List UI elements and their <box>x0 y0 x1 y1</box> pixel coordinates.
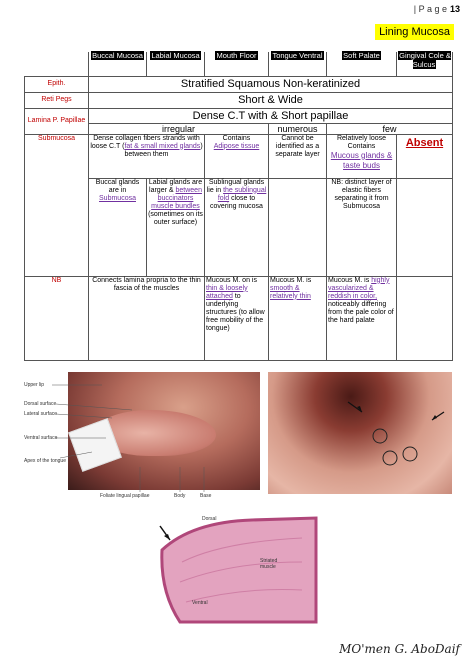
absent-label: Absent <box>405 136 444 149</box>
link-thin-loosely[interactable]: thin & loosely attached <box>206 284 248 300</box>
lamina-value: Dense C.T with & Short papillae <box>89 108 453 123</box>
row-label-submucosa: Submucosa <box>25 134 89 276</box>
col-header-labial: Labial Mucosa <box>147 52 205 76</box>
col-header-buccal: Buccal Mucosa <box>89 52 147 76</box>
label-upper-lip: Upper lip <box>24 382 45 388</box>
page-number <box>414 4 460 14</box>
glands-gingival <box>397 178 453 276</box>
reti-pegs-value: Short & Wide <box>89 92 453 108</box>
glands-tongue <box>269 178 327 276</box>
glands-labial: Labial glands are larger & between buccinators muscle bundles (sometimes on its outer surface) <box>147 178 205 276</box>
link-sublingual-fold[interactable]: the sublingual fold <box>217 186 267 202</box>
link-smooth-thin[interactable]: smooth & relatively thin <box>270 284 311 300</box>
comparison-table <box>24 52 453 361</box>
label-dorsal: Dorsal <box>202 516 217 522</box>
tongue-leaders <box>22 372 262 502</box>
link-highly-vascularized[interactable]: highly vascularized & reddish in color, <box>328 276 390 300</box>
submucosa-soft-palate: Relatively loose Contains Mucous glands & taste buds <box>327 134 397 178</box>
mouth-floor-annotations <box>268 372 452 494</box>
page-number-value: 13 <box>449 4 460 14</box>
epith-value: Stratified Squamous Non-keratinized <box>89 76 453 92</box>
label-lateral-surface: Lateral surface <box>24 411 58 417</box>
row-label-lamina: Lamina P. Papillae <box>25 108 89 134</box>
corner-cell <box>25 52 89 76</box>
submucosa-gingival <box>397 134 453 178</box>
label-ventral-surface: Ventral surface <box>24 435 58 441</box>
lamina-irregular: irregular <box>89 123 269 134</box>
lamina-numerous: numerous <box>269 123 327 134</box>
nb-soft-palate: Mucous M. is highly vascularized & reddish in color, noticeably differing from the pale color of the hard palate <box>327 276 397 360</box>
glands-buccal: Buccal glands are in Submucosa <box>89 178 147 276</box>
submucosa-tongue: Cannot be identified as a separate layer <box>269 134 327 178</box>
col-header-tongue-ventral: Tongue Ventral <box>269 52 327 76</box>
nb-tongue: Mucous M. is smooth & relatively thin <box>269 276 327 360</box>
glands-soft-palate: NB: distinct layer of elastic fibers separating it from Submucosa <box>327 178 397 276</box>
label-ventral: Ventral <box>192 600 208 606</box>
mouth-floor-photo <box>268 372 452 494</box>
label-body: Body <box>174 493 186 499</box>
submucosa-buccal-labial: Dense collagen fibers strands with loose C.T (fat & small mixed glands) between them <box>89 134 205 178</box>
lamina-few: few <box>327 123 453 134</box>
row-label-reti-pegs: Reti Pegs <box>25 92 89 108</box>
link-mucous-glands[interactable]: Mucous glands & taste buds <box>330 150 393 170</box>
nb-buccal-labial: Connects lamina propria to the thin fascia of the muscles <box>89 276 205 360</box>
histology-figure <box>152 512 320 624</box>
col-header-soft-palate: Soft Palate <box>327 52 397 76</box>
histology-drawing <box>152 512 320 624</box>
row-label-nb: NB <box>25 276 89 360</box>
link-buccinators[interactable]: between buccinators muscle bundles <box>151 186 202 210</box>
label-foliate: Foliate lingual papillae <box>100 493 150 499</box>
label-base: Base <box>200 493 212 499</box>
col-header-gingival: Gingival Cole & Sulcus <box>397 52 453 76</box>
label-apex: Apex of the tongue <box>24 458 66 464</box>
author-signature: MO'men G. AboDaif <box>339 642 460 656</box>
tongue-figure <box>22 372 262 502</box>
col-header-mouth-floor: Mouth Floor <box>205 52 269 76</box>
label-dorsal-surface: Dorsal surface <box>24 401 57 407</box>
link-fat-glands[interactable]: fat & small mixed glands <box>124 142 201 150</box>
nb-gingival <box>397 276 453 360</box>
nb-mouth-floor: Mucous M. on is thin & loosely attached to underlying structures (to allow free mobility of the tongue) <box>205 276 269 360</box>
link-adipose[interactable]: Adipose tissue <box>213 142 260 150</box>
row-label-epith: Epith. <box>25 76 89 92</box>
submucosa-mouth-floor: Contains Adipose tissue <box>205 134 269 178</box>
link-submucosa[interactable]: Submucosa <box>99 194 136 202</box>
section-title: Lining Mucosa <box>375 24 454 40</box>
page-word: | P a g e <box>413 4 447 14</box>
glands-mouth-floor: Sublingual glands lie in the sublingual fold close to covering mucosa <box>205 178 269 276</box>
label-striated-muscle: Striated muscle <box>260 558 278 570</box>
